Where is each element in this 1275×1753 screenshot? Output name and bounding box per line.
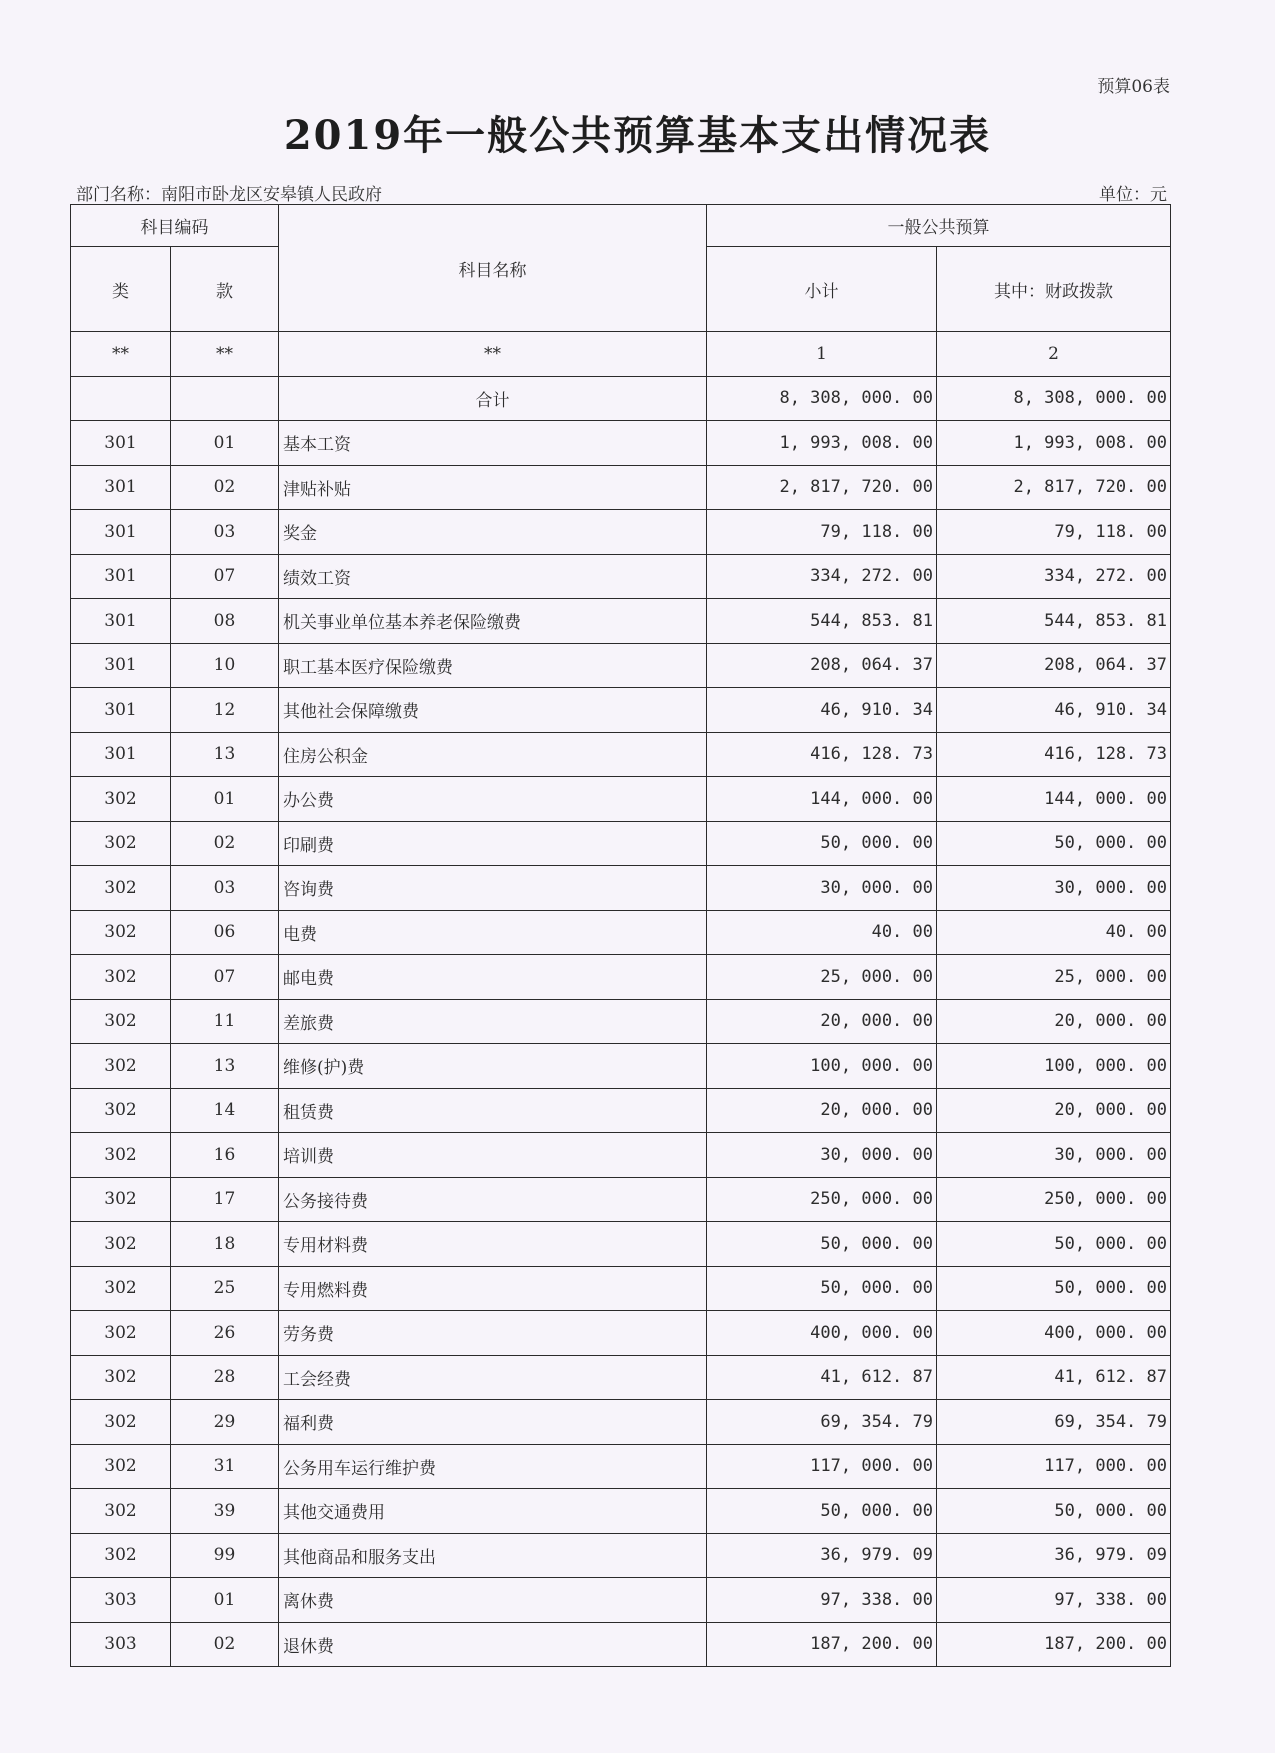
table-row [71, 554, 1171, 599]
row-subtotal: 100, 000. 00 [707, 1044, 937, 1089]
row-subject-name: 福利费 [279, 1400, 707, 1445]
row-subtotal: 69, 354. 79 [707, 1400, 937, 1445]
row-fiscal: 30, 000. 00 [937, 866, 1171, 911]
row-subject-name: 基本工资 [279, 421, 707, 466]
row-subtotal: 79, 118. 00 [707, 510, 937, 555]
row-subtotal: 30, 000. 00 [707, 1133, 937, 1178]
row-subject-name: 退休费 [279, 1622, 707, 1667]
row-subject-name: 劳务费 [279, 1311, 707, 1356]
total-lei [71, 376, 171, 421]
header-code-group: 科目编码 [71, 205, 279, 247]
row-kuan: 01 [171, 421, 279, 466]
row-subtotal: 117, 000. 00 [707, 1444, 937, 1489]
row-subject-name: 工会经费 [279, 1355, 707, 1400]
row-subtotal: 144, 000. 00 [707, 777, 937, 822]
row-kuan: 39 [171, 1489, 279, 1534]
row-lei: 302 [71, 821, 171, 866]
row-lei: 301 [71, 688, 171, 733]
row-lei: 301 [71, 421, 171, 466]
row-fiscal: 46, 910. 34 [937, 688, 1171, 733]
row-lei: 302 [71, 1044, 171, 1089]
row-fiscal: 50, 000. 00 [937, 821, 1171, 866]
row-fiscal: 79, 118. 00 [937, 510, 1171, 555]
row-lei: 302 [71, 955, 171, 1000]
table-row [71, 955, 1171, 1000]
row-lei: 302 [71, 1177, 171, 1222]
header-kuan: 款 [171, 247, 279, 332]
row-lei: 302 [71, 1355, 171, 1400]
row-subject-name: 住房公积金 [279, 732, 707, 777]
header-subtotal: 小计 [707, 247, 937, 332]
row-lei: 302 [71, 1311, 171, 1356]
table-row [71, 1177, 1171, 1222]
row-subtotal: 208, 064. 37 [707, 643, 937, 688]
row-fiscal: 208, 064. 37 [937, 643, 1171, 688]
seq-fiscal: 2 [937, 332, 1171, 377]
row-kuan: 03 [171, 866, 279, 911]
unit-label: 单位：元 [1099, 185, 1167, 205]
row-subject-name: 咨询费 [279, 866, 707, 911]
row-fiscal: 20, 000. 00 [937, 999, 1171, 1044]
row-subtotal: 46, 910. 34 [707, 688, 937, 733]
row-subject-name: 印刷费 [279, 821, 707, 866]
row-subject-name: 专用材料费 [279, 1222, 707, 1267]
row-fiscal: 400, 000. 00 [937, 1311, 1171, 1356]
row-subject-name: 其他社会保障缴费 [279, 688, 707, 733]
row-fiscal: 20, 000. 00 [937, 1088, 1171, 1133]
seq-kuan: ** [171, 332, 279, 377]
row-fiscal: 144, 000. 00 [937, 777, 1171, 822]
row-subtotal: 50, 000. 00 [707, 1489, 937, 1534]
row-fiscal: 100, 000. 00 [937, 1044, 1171, 1089]
row-fiscal: 69, 354. 79 [937, 1400, 1171, 1445]
row-subtotal: 20, 000. 00 [707, 999, 937, 1044]
row-kuan: 16 [171, 1133, 279, 1178]
row-subject-name: 奖金 [279, 510, 707, 555]
seq-subtotal: 1 [707, 332, 937, 377]
row-subtotal: 20, 000. 00 [707, 1088, 937, 1133]
total-fiscal: 8, 308, 000. 00 [937, 376, 1171, 421]
row-subtotal: 30, 000. 00 [707, 866, 937, 911]
table-row [71, 643, 1171, 688]
row-subject-name: 津贴补贴 [279, 465, 707, 510]
table-row [71, 1578, 1171, 1623]
table-row [71, 1533, 1171, 1578]
table-row [71, 1622, 1171, 1667]
row-fiscal: 40. 00 [937, 910, 1171, 955]
table-row [71, 732, 1171, 777]
table-row [71, 1266, 1171, 1311]
row-kuan: 11 [171, 999, 279, 1044]
row-kuan: 01 [171, 777, 279, 822]
row-subject-name: 维修(护)费 [279, 1044, 707, 1089]
row-fiscal: 41, 612. 87 [937, 1355, 1171, 1400]
table-row [71, 866, 1171, 911]
row-subtotal: 400, 000. 00 [707, 1311, 937, 1356]
table-row [71, 510, 1171, 555]
table-row [71, 599, 1171, 644]
row-subject-name: 公务接待费 [279, 1177, 707, 1222]
row-subject-name: 机关事业单位基本养老保险缴费 [279, 599, 707, 644]
row-kuan: 17 [171, 1177, 279, 1222]
row-subject-name: 培训费 [279, 1133, 707, 1178]
row-subtotal: 50, 000. 00 [707, 1266, 937, 1311]
row-lei: 302 [71, 777, 171, 822]
row-fiscal: 25, 000. 00 [937, 955, 1171, 1000]
table-row [71, 465, 1171, 510]
row-subtotal: 1, 993, 008. 00 [707, 421, 937, 466]
row-subject-name: 专用燃料费 [279, 1266, 707, 1311]
row-fiscal: 117, 000. 00 [937, 1444, 1171, 1489]
row-subject-name: 其他商品和服务支出 [279, 1533, 707, 1578]
total-row [71, 376, 1171, 421]
table-row [71, 1133, 1171, 1178]
row-subtotal: 25, 000. 00 [707, 955, 937, 1000]
header-subject-name: 科目名称 [279, 205, 707, 332]
row-subject-name: 差旅费 [279, 999, 707, 1044]
total-kuan [171, 376, 279, 421]
row-fiscal: 1, 993, 008. 00 [937, 421, 1171, 466]
row-kuan: 07 [171, 554, 279, 599]
page-title: 2019年一般公共预算基本支出情况表 [283, 112, 992, 159]
row-subtotal: 187, 200. 00 [707, 1622, 937, 1667]
row-kuan: 03 [171, 510, 279, 555]
row-lei: 302 [71, 1266, 171, 1311]
row-subtotal: 97, 338. 00 [707, 1578, 937, 1623]
row-kuan: 18 [171, 1222, 279, 1267]
department-name: 部门名称：南阳市卧龙区安皋镇人民政府 [76, 185, 382, 205]
row-lei: 301 [71, 510, 171, 555]
row-kuan: 02 [171, 1622, 279, 1667]
row-fiscal: 50, 000. 00 [937, 1489, 1171, 1534]
row-lei: 301 [71, 554, 171, 599]
row-kuan: 13 [171, 732, 279, 777]
row-fiscal: 50, 000. 00 [937, 1222, 1171, 1267]
row-subtotal: 40. 00 [707, 910, 937, 955]
row-lei: 302 [71, 910, 171, 955]
row-lei: 303 [71, 1622, 171, 1667]
row-subject-name: 公务用车运行维护费 [279, 1444, 707, 1489]
row-fiscal: 50, 000. 00 [937, 1266, 1171, 1311]
row-fiscal: 187, 200. 00 [937, 1622, 1171, 1667]
row-subject-name: 离休费 [279, 1578, 707, 1623]
table-row [71, 1222, 1171, 1267]
row-kuan: 02 [171, 465, 279, 510]
row-kuan: 26 [171, 1311, 279, 1356]
row-lei: 302 [71, 1533, 171, 1578]
table-row [71, 1311, 1171, 1356]
row-lei: 302 [71, 1133, 171, 1178]
row-subtotal: 41, 612. 87 [707, 1355, 937, 1400]
row-subject-name: 绩效工资 [279, 554, 707, 599]
budget-table [70, 204, 1171, 1667]
table-row [71, 1355, 1171, 1400]
row-subject-name: 办公费 [279, 777, 707, 822]
row-fiscal: 250, 000. 00 [937, 1177, 1171, 1222]
row-lei: 301 [71, 732, 171, 777]
row-kuan: 31 [171, 1444, 279, 1489]
row-lei: 302 [71, 1222, 171, 1267]
row-subject-name: 职工基本医疗保险缴费 [279, 643, 707, 688]
row-lei: 302 [71, 1400, 171, 1445]
row-lei: 301 [71, 465, 171, 510]
row-subject-name: 其他交通费用 [279, 1489, 707, 1534]
row-kuan: 29 [171, 1400, 279, 1445]
table-row [71, 1400, 1171, 1445]
row-kuan: 13 [171, 1044, 279, 1089]
row-kuan: 25 [171, 1266, 279, 1311]
row-kuan: 14 [171, 1088, 279, 1133]
row-fiscal: 97, 338. 00 [937, 1578, 1171, 1623]
row-lei: 303 [71, 1578, 171, 1623]
row-fiscal: 416, 128. 73 [937, 732, 1171, 777]
row-subtotal: 2, 817, 720. 00 [707, 465, 937, 510]
row-subtotal: 50, 000. 00 [707, 1222, 937, 1267]
table-row [71, 999, 1171, 1044]
total-subtotal: 8, 308, 000. 00 [707, 376, 937, 421]
row-fiscal: 544, 853. 81 [937, 599, 1171, 644]
form-number: 预算06表 [1097, 77, 1170, 97]
row-fiscal: 30, 000. 00 [937, 1133, 1171, 1178]
row-kuan: 28 [171, 1355, 279, 1400]
row-lei: 302 [71, 1444, 171, 1489]
table-row [71, 1044, 1171, 1089]
table-row [71, 1088, 1171, 1133]
row-lei: 302 [71, 1088, 171, 1133]
row-lei: 302 [71, 999, 171, 1044]
row-kuan: 07 [171, 955, 279, 1000]
row-subject-name: 租赁费 [279, 1088, 707, 1133]
row-lei: 301 [71, 599, 171, 644]
row-lei: 301 [71, 643, 171, 688]
row-subtotal: 334, 272. 00 [707, 554, 937, 599]
row-subtotal: 250, 000. 00 [707, 1177, 937, 1222]
seq-name: ** [279, 332, 707, 377]
table-row [71, 821, 1171, 866]
row-subtotal: 50, 000. 00 [707, 821, 937, 866]
header-fiscal: 其中：财政拨款 [937, 247, 1171, 332]
row-subtotal: 416, 128. 73 [707, 732, 937, 777]
row-subject-name: 电费 [279, 910, 707, 955]
row-subject-name: 邮电费 [279, 955, 707, 1000]
row-subtotal: 544, 853. 81 [707, 599, 937, 644]
row-kuan: 01 [171, 1578, 279, 1623]
row-kuan: 99 [171, 1533, 279, 1578]
table-row [71, 1444, 1171, 1489]
row-kuan: 08 [171, 599, 279, 644]
row-lei: 302 [71, 1489, 171, 1534]
row-fiscal: 334, 272. 00 [937, 554, 1171, 599]
total-label: 合计 [279, 376, 707, 421]
table-row [71, 910, 1171, 955]
header-budget-group: 一般公共预算 [707, 205, 1171, 247]
row-kuan: 10 [171, 643, 279, 688]
seq-lei: ** [71, 332, 171, 377]
row-fiscal: 36, 979. 09 [937, 1533, 1171, 1578]
row-subtotal: 36, 979. 09 [707, 1533, 937, 1578]
header-lei: 类 [71, 247, 171, 332]
table-row [71, 1489, 1171, 1534]
row-lei: 302 [71, 866, 171, 911]
table-row [71, 421, 1171, 466]
row-kuan: 06 [171, 910, 279, 955]
table-row [71, 777, 1171, 822]
table-row [71, 688, 1171, 733]
row-fiscal: 2, 817, 720. 00 [937, 465, 1171, 510]
row-kuan: 12 [171, 688, 279, 733]
row-kuan: 02 [171, 821, 279, 866]
